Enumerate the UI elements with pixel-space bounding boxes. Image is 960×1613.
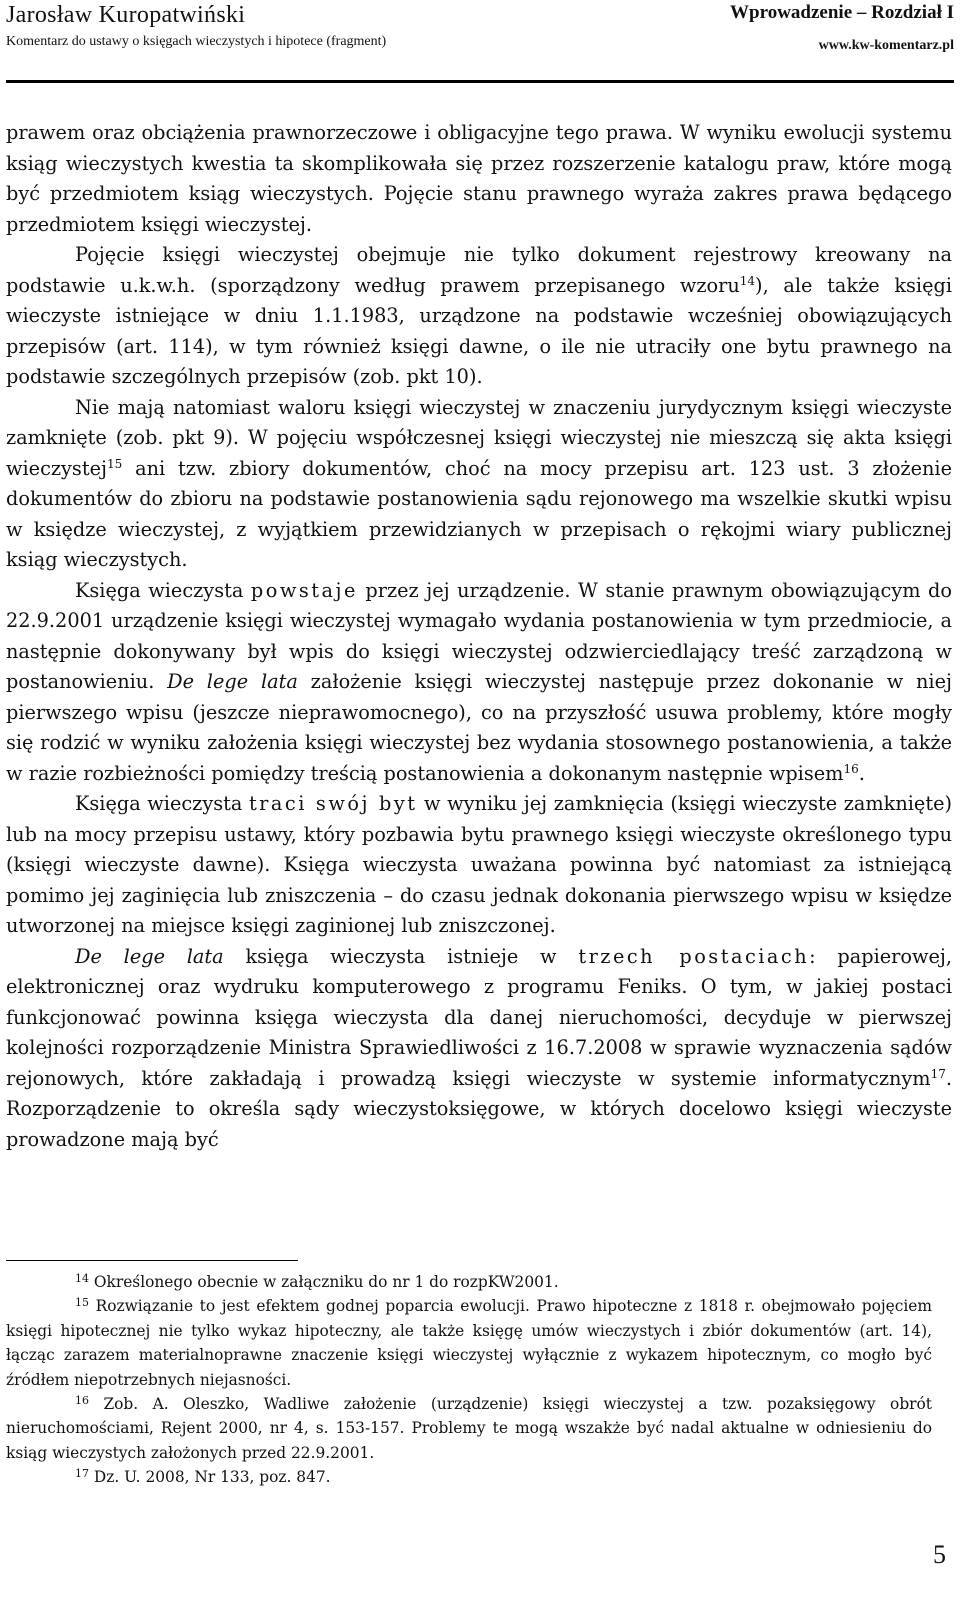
paragraph-1: prawem oraz obciążenia prawnorzeczowe i obligacyjne tego prawa. W wyniku ewolucji systemu ksiąg wieczystych kwestia ta skomplikowała się przez rozszerzenie katalogu praw, które mogą być przedmiotem ksiąg wieczystych. Pojęcie stanu prawnego wyraża zakres prawa będącego przedmiotem księgi wieczystej.	[6, 121, 952, 236]
footnote-15: $^{15}$ Rozwiązanie to jest efektem godnej poparcia ewolucji. Prawo hipoteczne z 1818 r. obejmowało pojęciem księgi hipotecznej nie tylko wykaz hipoteczny, ale także księgę umów wieczystych i zbiór dokumentów (art. 14), łącząc zarazem materialnoprawne znaczenie księgi wieczystej wyłącznie z wykazem hipotecznym, co mogło być źródłem niepotrzebnych niejasności.	[6, 1296, 932, 1389]
paragraph-2: Pojęcie księgi wieczystej obejmuje nie tylko dokument rejestrowy kreowany na podstawie u.k.w.h. (sporządzony według prawem przepisanego wzoru$^{14}$), ale także księgi wieczyste istniejące w dniu 1.1.1983, urządzone na podstawie wcześniej obowiązujących przepisów (art. 114), w tym również księgi dawne, o ile nie utraciły one bytu prawnego na podstawie szczególnych przepisów (zob. pkt 10).	[6, 243, 952, 388]
footnotes	[6, 1270, 932, 1490]
header-divider	[6, 80, 954, 83]
main-text	[6, 118, 952, 1155]
footnote-ref-15[interactable]: 15	[106, 456, 123, 471]
header-url-link[interactable]: www.kw-komentarz.pl	[818, 38, 954, 53]
paragraph-6: De lege lata księga wieczysta istnieje w trzech postaciach: papierowej, elektronicznej oraz wydruku komputerowego z programu Feniks. O tym, w jakiej postaci funkcjonować powinna księga wieczysta dla danej nieruchomości, decyduje w pierwszej kolejności rozporządzenie Ministra Sprawiedliwości z 16.7.2008 w sprawie wyznaczenia sądów rejonowych, które zakładają i prowadzą księgi wieczyste w systemie informatycznym$^{17}$. Rozporządzenie to określa sądy wieczystoksięgowe, w których docelowo księgi wieczyste prowadzone mają być	[6, 944, 953, 1151]
footnote-ref-16[interactable]: 16	[843, 761, 859, 776]
header-chapter: Wprowadzenie – Rozdział I	[730, 2, 954, 23]
page-header	[6, 0, 954, 88]
footnote-divider	[6, 1260, 298, 1261]
italic-phrase: De lege lata	[75, 944, 224, 968]
footnote-17: $^{17}$ Dz. U. 2008, Nr 133, poz. 847.	[75, 1467, 331, 1487]
page-number: 5	[933, 1540, 946, 1569]
paragraph-5: Księga wieczysta traci swój byt w wyniku jej zamknięcia (księgi wieczyste zamknięte) lub na mocy przepisu ustawy, który pozbawia bytu prawnego księgi wieczyste określonego typu (księgi wieczyste dawne). Księga wieczysta uważana powinna być natomiast za istniejącą pomimo jej zaginięcia lub zniszczenia – do czasu jednak dokonania pierwszego wpisu w księdze utworzonej na miejsce księgi zaginionej lub zniszczonej.	[6, 792, 952, 937]
paragraph-4: Księga wieczysta powstaje przez jej urządzenie. W stanie prawnym obowiązującym do 22.9.2001 urządzenie księgi wieczystej wymagało wydania postanowienia w tym przedmiocie, a następnie dokonywany był wpis do księgi wieczystej odzwierciedlający treść zarządzoną w postanowieniu. De lege lata założenie księgi wieczystej następuje przez dokonanie w niej pierwszego wpisu (jeszcze nieprawomocnego), co na przyszłość usuwa problemy, które mogły się rodzić w wyniku założenia księgi wieczystej bez wydania stosownego postanowienia, a także w razie rozbieżności pomiędzy treścią postanowienia a dokonanym następnie wpisem$^{16}$.	[6, 578, 952, 785]
footnote-14: $^{14}$ Określonego obecnie w załączniku do nr 1 do rozpKW2001.	[75, 1272, 559, 1291]
italic-phrase: De lege lata	[167, 670, 298, 693]
spaced-emphasis: trzech postaciach	[578, 944, 810, 968]
header-subtitle: Komentarz do ustawy o księgach wieczystych i hipotece (fragment)	[6, 34, 387, 49]
paragraph-3: Nie mają natomiast waloru księgi wieczystej w znaczeniu jurydycznym księgi wieczyste zamknięte (zob. pkt 9). W pojęciu współczesnej księgi wieczystej nie mieszczą się akta księgi wieczystej$^{15}$ ani tzw. zbiory dokumentów, choć na mocy przepisu art. 123 ust. 3 złożenie dokumentów do zbioru na podstawie postanowienia sądu rejonowego ma wszelkie skutki wpisu w księdze wieczystej, z wyjątkiem przewidzianych w przepisach o rękojmi wiary publicznej ksiąg wieczystych.	[6, 395, 952, 571]
spaced-emphasis: traci swój byt	[248, 792, 418, 815]
spaced-emphasis: powstaje	[250, 578, 358, 602]
header-author: Jarosław Kuropatwiński	[6, 2, 246, 28]
footnote-16: $^{16}$ Zob. A. Oleszko, Wadliwe założenie (urządzenie) księgi wieczystej a tzw. pozaksięgowy obrót nieruchomościami, Rejent 2000, nr 4, s. 153-157. Problemy te mogą wszakże być nadal aktualne w odniesieniu do ksiąg wieczystych założonych przed 22.9.2001.	[6, 1394, 932, 1462]
footnote-ref-17[interactable]: 17	[930, 1066, 946, 1081]
footnote-ref-14[interactable]: 14	[739, 273, 756, 288]
